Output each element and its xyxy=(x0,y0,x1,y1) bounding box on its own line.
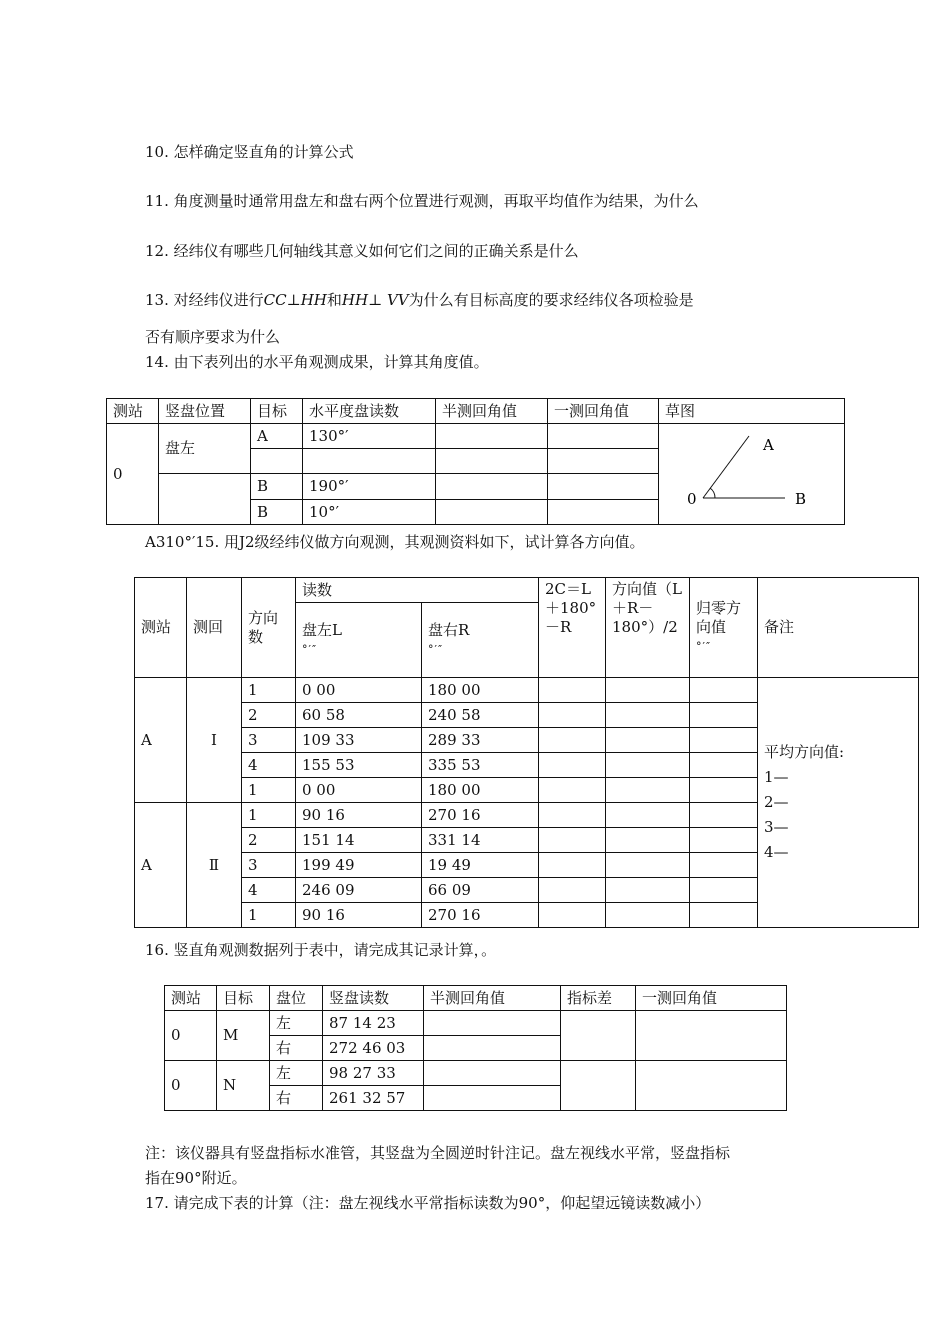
t14-position-empty xyxy=(159,474,251,525)
sketch-label-o: 0 xyxy=(687,490,697,508)
t16-pos: 左 xyxy=(270,1011,323,1036)
t16-half-cell xyxy=(424,1036,561,1061)
t14-target: B xyxy=(251,500,303,525)
t15-left: 60 58 xyxy=(296,703,422,728)
question-15: A310°′15. 用J2级经纬仪做方向观测，其观测资料如下，试计算各方向值。 xyxy=(145,533,645,551)
t15-right: 331 14 xyxy=(422,828,539,853)
t15-zero-cell xyxy=(690,778,758,803)
t15-2c-cell xyxy=(539,853,606,878)
t15-dv-cell xyxy=(606,728,690,753)
t15-header-2c: 2C＝L＋180°－R xyxy=(539,578,606,678)
t15-header-readings: 读数 xyxy=(296,578,539,603)
t15-header-round: 测回 xyxy=(187,578,242,678)
question-14: 14. 由下表列出的水平角观测成果，计算其角度值。 xyxy=(145,353,489,371)
t14-half-value xyxy=(436,500,548,525)
question-10: 10. 怎样确定竖直角的计算公式 xyxy=(145,143,354,161)
t15-dir: 3 xyxy=(242,853,296,878)
t16-reading: 272 46 03 xyxy=(323,1036,424,1061)
t15-dir: 1 xyxy=(242,678,296,703)
q13-vv: VV xyxy=(386,291,409,309)
t15-right: 180 00 xyxy=(422,778,539,803)
t14-one-value xyxy=(548,449,659,474)
t14-header-target: 目标 xyxy=(251,399,303,424)
t15-zero-cell xyxy=(690,803,758,828)
t15-2c-cell xyxy=(539,878,606,903)
sketch-ray-oa xyxy=(703,436,749,498)
table-row xyxy=(135,678,919,703)
t15-left: 90 16 xyxy=(296,803,422,828)
t14-half-value xyxy=(436,474,548,500)
question-13-line2: 否有顺序要求为什么 xyxy=(145,328,281,346)
t15-dir: 3 xyxy=(242,728,296,753)
t15-header-station: 测站 xyxy=(135,578,187,678)
question-12: 12. 经纬仪有哪些几何轴线其意义如何它们之间的正确关系是什么 xyxy=(145,242,579,260)
t15-header-zeroed xyxy=(690,578,758,678)
t14-target: B xyxy=(251,474,303,500)
question-17: 17. 请完成下表的计算（注：盘左视线水平常指标读数为90°，仰起望远镜读数减小） xyxy=(145,1194,711,1212)
t15-right: 66 09 xyxy=(422,878,539,903)
q13-hh1: HH xyxy=(300,291,327,309)
t15-right: 180 00 xyxy=(422,678,539,703)
t14-header-sketch: 草图 xyxy=(659,399,845,424)
t15-zero-cell xyxy=(690,828,758,853)
t15-zero-cell xyxy=(690,853,758,878)
t15-dir: 1 xyxy=(242,778,296,803)
t15-left: 199 49 xyxy=(296,853,422,878)
t15-right-label: 盘右R xyxy=(428,621,470,639)
t15-right: 289 33 xyxy=(422,728,539,753)
t15-zero-cell xyxy=(690,678,758,703)
t15-round: Ⅱ xyxy=(187,803,242,928)
t16-one-cell xyxy=(636,1011,787,1061)
note-line-1: 注：该仪器具有竖盘指标水准管，其竖盘为全圆逆时针注记。盘左视线水平常，竖盘指标 xyxy=(145,1144,731,1162)
t15-dv-cell xyxy=(606,803,690,828)
t15-remark-line: 2— xyxy=(764,793,789,811)
t15-right: 335 53 xyxy=(422,753,539,778)
table-row xyxy=(165,1061,787,1086)
t15-zero-cell xyxy=(690,703,758,728)
t16-header-half-round: 半测回角值 xyxy=(424,986,561,1011)
t14-one-value xyxy=(548,500,659,525)
t16-header-one-round: 一测回角值 xyxy=(636,986,787,1011)
table-vertical-angle xyxy=(164,985,787,1111)
sketch-label-b: B xyxy=(795,490,807,508)
t15-left: 151 14 xyxy=(296,828,422,853)
t15-2c-cell xyxy=(539,678,606,703)
t15-left-label: 盘左L xyxy=(302,621,342,639)
t14-header-station: 测站 xyxy=(107,399,159,424)
t16-index-cell xyxy=(561,1061,636,1111)
t14-reading: 10°′ xyxy=(303,500,436,525)
t14-header-position: 竖盘位置 xyxy=(159,399,251,424)
t15-header-right xyxy=(422,603,539,678)
q13-prefix: 13. 对经纬仪进行 xyxy=(145,291,264,309)
t15-remark-line: 4— xyxy=(764,843,789,861)
t14-header-reading: 水平度盘读数 xyxy=(303,399,436,424)
t16-half-cell xyxy=(424,1061,561,1086)
t16-target: N xyxy=(217,1061,270,1111)
t15-left: 0 00 xyxy=(296,778,422,803)
t14-target: A xyxy=(251,424,303,449)
t15-station: A xyxy=(135,678,187,803)
question-11: 11. 角度测量时通常用盘左和盘右两个位置进行观测，再取平均值作为结果，为什么 xyxy=(145,192,699,210)
t15-2c-cell xyxy=(539,753,606,778)
t15-right: 270 16 xyxy=(422,903,539,928)
t14-position: 盘左 xyxy=(159,424,251,474)
t15-remark-title: 平均方向值: xyxy=(764,743,845,761)
t16-station: 0 xyxy=(165,1011,217,1061)
t16-header-station: 测站 xyxy=(165,986,217,1011)
t15-round: Ⅰ xyxy=(187,678,242,803)
t15-header-direction-value: 方向值（L＋R－180°）/2 xyxy=(606,578,690,678)
t16-header-reading: 竖盘读数 xyxy=(323,986,424,1011)
t15-remark-line: 1— xyxy=(764,768,789,786)
t16-reading: 261 32 57 xyxy=(323,1086,424,1111)
t15-dir: 1 xyxy=(242,803,296,828)
t15-dv-cell xyxy=(606,878,690,903)
t15-dv-cell xyxy=(606,678,690,703)
t16-half-cell xyxy=(424,1086,561,1111)
t15-header-left xyxy=(296,603,422,678)
sketch-label-a: A xyxy=(763,436,774,454)
question-13 xyxy=(145,290,694,310)
q13-suffix: 为什么有目标高度的要求经纬仪各项检验是 xyxy=(408,291,694,309)
t15-2c-cell xyxy=(539,828,606,853)
t15-zero-cell xyxy=(690,878,758,903)
t15-header-direction-no: 方向数 xyxy=(242,578,296,678)
t15-dir: 1 xyxy=(242,903,296,928)
t16-reading: 98 27 33 xyxy=(323,1061,424,1086)
t16-one-cell xyxy=(636,1061,787,1111)
t14-station: 0 xyxy=(107,424,159,525)
t15-left-unit: °′″ xyxy=(302,643,318,656)
t14-half-value xyxy=(436,449,548,474)
t15-right: 19 49 xyxy=(422,853,539,878)
t15-left: 109 33 xyxy=(296,728,422,753)
t15-left: 0 00 xyxy=(296,678,422,703)
t16-reading: 87 14 23 xyxy=(323,1011,424,1036)
t14-one-value xyxy=(548,424,659,449)
note-line-2: 指在90°附近。 xyxy=(145,1169,247,1187)
t14-sketch-cell xyxy=(659,424,845,525)
t16-header-position: 盘位 xyxy=(270,986,323,1011)
t15-dv-cell xyxy=(606,753,690,778)
t16-pos: 右 xyxy=(270,1036,323,1061)
t15-zero-cell xyxy=(690,728,758,753)
t15-dv-cell xyxy=(606,828,690,853)
t14-target xyxy=(251,449,303,474)
t15-dv-cell xyxy=(606,853,690,878)
q13-and: 和 xyxy=(326,291,342,309)
t16-station: 0 xyxy=(165,1061,217,1111)
t14-half-value xyxy=(436,424,548,449)
t15-dir: 2 xyxy=(242,828,296,853)
angle-sketch xyxy=(659,424,845,524)
t15-right: 240 58 xyxy=(422,703,539,728)
t15-2c-cell xyxy=(539,803,606,828)
t14-reading: 130°′ xyxy=(303,424,436,449)
t15-zeroed-unit: °′″ xyxy=(696,640,712,653)
t15-2c-cell xyxy=(539,728,606,753)
q13-cc: CC xyxy=(263,291,287,309)
t15-dv-cell xyxy=(606,703,690,728)
t15-dv-cell xyxy=(606,903,690,928)
table-horizontal-angle xyxy=(106,398,845,525)
question-16: 16. 竖直角观测数据列于表中，请完成其记录计算，。 xyxy=(145,941,497,959)
t15-right: 270 16 xyxy=(422,803,539,828)
t14-reading xyxy=(303,449,436,474)
t14-reading: 190°′ xyxy=(303,474,436,500)
t16-target: M xyxy=(217,1011,270,1061)
t15-remark-cell xyxy=(758,678,919,928)
t16-pos: 左 xyxy=(270,1061,323,1086)
t16-index-cell xyxy=(561,1011,636,1061)
t16-pos: 右 xyxy=(270,1086,323,1111)
sketch-angle-arc xyxy=(710,488,715,498)
t14-header-half-round: 半测回角值 xyxy=(436,399,548,424)
table-row xyxy=(165,1011,787,1036)
t15-dir: 4 xyxy=(242,753,296,778)
t15-header-remark: 备注 xyxy=(758,578,919,678)
t15-station: A xyxy=(135,803,187,928)
q13-perp1: ⊥ xyxy=(286,291,301,309)
t16-header-target: 目标 xyxy=(217,986,270,1011)
t15-left: 155 53 xyxy=(296,753,422,778)
t16-header-index-error: 指标差 xyxy=(561,986,636,1011)
table-row xyxy=(107,424,845,449)
t15-dir: 4 xyxy=(242,878,296,903)
t14-one-value xyxy=(548,474,659,500)
t14-header-one-round: 一测回角值 xyxy=(548,399,659,424)
q13-perp2: ⊥ xyxy=(368,291,387,309)
t15-2c-cell xyxy=(539,903,606,928)
t16-half-cell xyxy=(424,1011,561,1036)
t15-left: 90 16 xyxy=(296,903,422,928)
t15-2c-cell xyxy=(539,778,606,803)
t15-zero-cell xyxy=(690,753,758,778)
t15-2c-cell xyxy=(539,703,606,728)
t15-dv-cell xyxy=(606,778,690,803)
t15-right-unit: °′″ xyxy=(428,643,444,656)
table-direction-observation xyxy=(134,577,919,928)
t15-dir: 2 xyxy=(242,703,296,728)
t15-zero-cell xyxy=(690,903,758,928)
t15-remark-line: 3— xyxy=(764,818,789,836)
q13-hh2: HH xyxy=(341,291,369,309)
t15-left: 246 09 xyxy=(296,878,422,903)
t15-zeroed-label: 归零方向值 xyxy=(696,599,742,636)
